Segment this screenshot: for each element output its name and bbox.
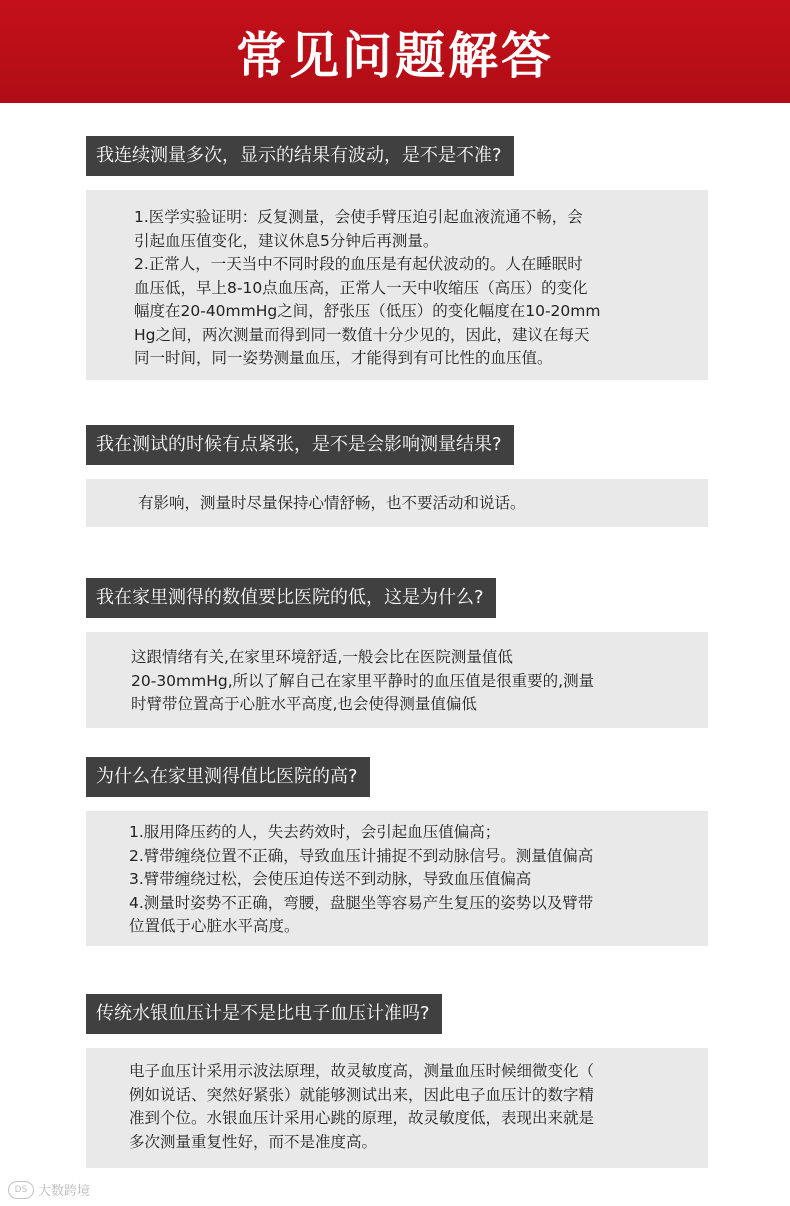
answer-line: 准到个位。水银血压计采用心跳的原理，故灵敏度低，表现出来就是	[129, 1109, 595, 1127]
answer-line: 多次测量重复性好，而不是准度高。	[129, 1132, 378, 1151]
answer-line: 1.医学实验证明：反复测量，会使手臂压迫引起血液流通不畅，会	[134, 208, 583, 226]
answer-line: 4.测量时姿势不正确，弯腰，盘腿坐等容易产生复压的姿势以及臂带	[129, 893, 594, 912]
watermark-logo-icon: DS	[8, 1181, 34, 1199]
faq-question: 我在家里测得的数值要比医院的低，这是为什么?	[86, 578, 496, 618]
watermark-text: 大数跨境	[38, 1184, 91, 1199]
faq-item	[86, 994, 708, 1168]
faq-answer	[86, 1048, 708, 1168]
answer-line: 2.臂带缠绕位置不正确，导致血压计捕捉不到动脉信号。测量值偏高	[129, 846, 594, 865]
answer-line: 2.正常人，一天当中不同时段的血压是有起伏波动的。人在睡眠时	[134, 255, 583, 273]
answer-line: 血压低，早上8-10点血压高，正常人一天中收缩压（高压）的变化	[134, 278, 588, 297]
answer-line: 例如说话、突然好紧张）就能够测试出来，因此电子血压计的数字精	[129, 1085, 595, 1104]
header-banner	[0, 0, 790, 103]
answer-line: 幅度在20-40mmHg之间，舒张压（低压）的变化幅度在10-20mm	[134, 302, 601, 320]
faq-question: 传统水银血压计是不是比电子血压计准吗?	[86, 994, 442, 1034]
faq-question: 为什么在家里测得值比医院的高?	[86, 757, 370, 797]
faq-item	[86, 425, 708, 527]
faq-answer	[86, 811, 708, 946]
faq-item	[86, 136, 708, 380]
faq-question: 我连续测量多次，显示的结果有波动，是不是不准?	[86, 136, 514, 176]
answer-line: 电子血压计采用示波法原理，故灵敏度高，测量血压时候细微变化（	[129, 1062, 595, 1080]
answer-line: 时臂带位置高于心脏水平高度,也会使得测量值偏低	[131, 695, 477, 713]
answer-line: 3.臂带缠绕过松，会使压迫传送不到动脉，导致血压值偏高	[129, 870, 532, 888]
answer-line: 1.服用降压药的人，失去药效时，会引起血压值偏高；	[129, 823, 501, 841]
faq-answer	[86, 479, 708, 527]
faq-item	[86, 757, 708, 946]
answer-line: 20-30mmHg,所以了解自己在家里平静时的血压值是很重要的,测量	[131, 671, 595, 690]
page-title: 常见问题解答	[236, 26, 554, 85]
faq-question: 我在测试的时候有点紧张，是不是会影响测量结果?	[86, 425, 514, 465]
answer-line: 引起血压值变化，建议休息5分钟后再测量。	[134, 231, 439, 250]
faq-answer	[86, 632, 708, 728]
faq-item	[86, 578, 708, 728]
faq-answer	[86, 190, 708, 380]
answer-line: 有影响，测量时尽量保持心情舒畅，也不要活动和说话。	[138, 494, 526, 512]
answer-line: 同一时间，同一姿势测量血压，才能得到有可比性的血压值。	[134, 349, 553, 367]
watermark	[8, 1180, 90, 1199]
answer-line: 位置低于心脏水平高度。	[129, 917, 300, 935]
answer-line: Hg之间，两次测量而得到同一数值十分少见的，因此，建议在每天	[134, 325, 590, 344]
answer-line: 这跟情绪有关,在家里环境舒适,一般会比在医院测量值低	[131, 648, 513, 666]
